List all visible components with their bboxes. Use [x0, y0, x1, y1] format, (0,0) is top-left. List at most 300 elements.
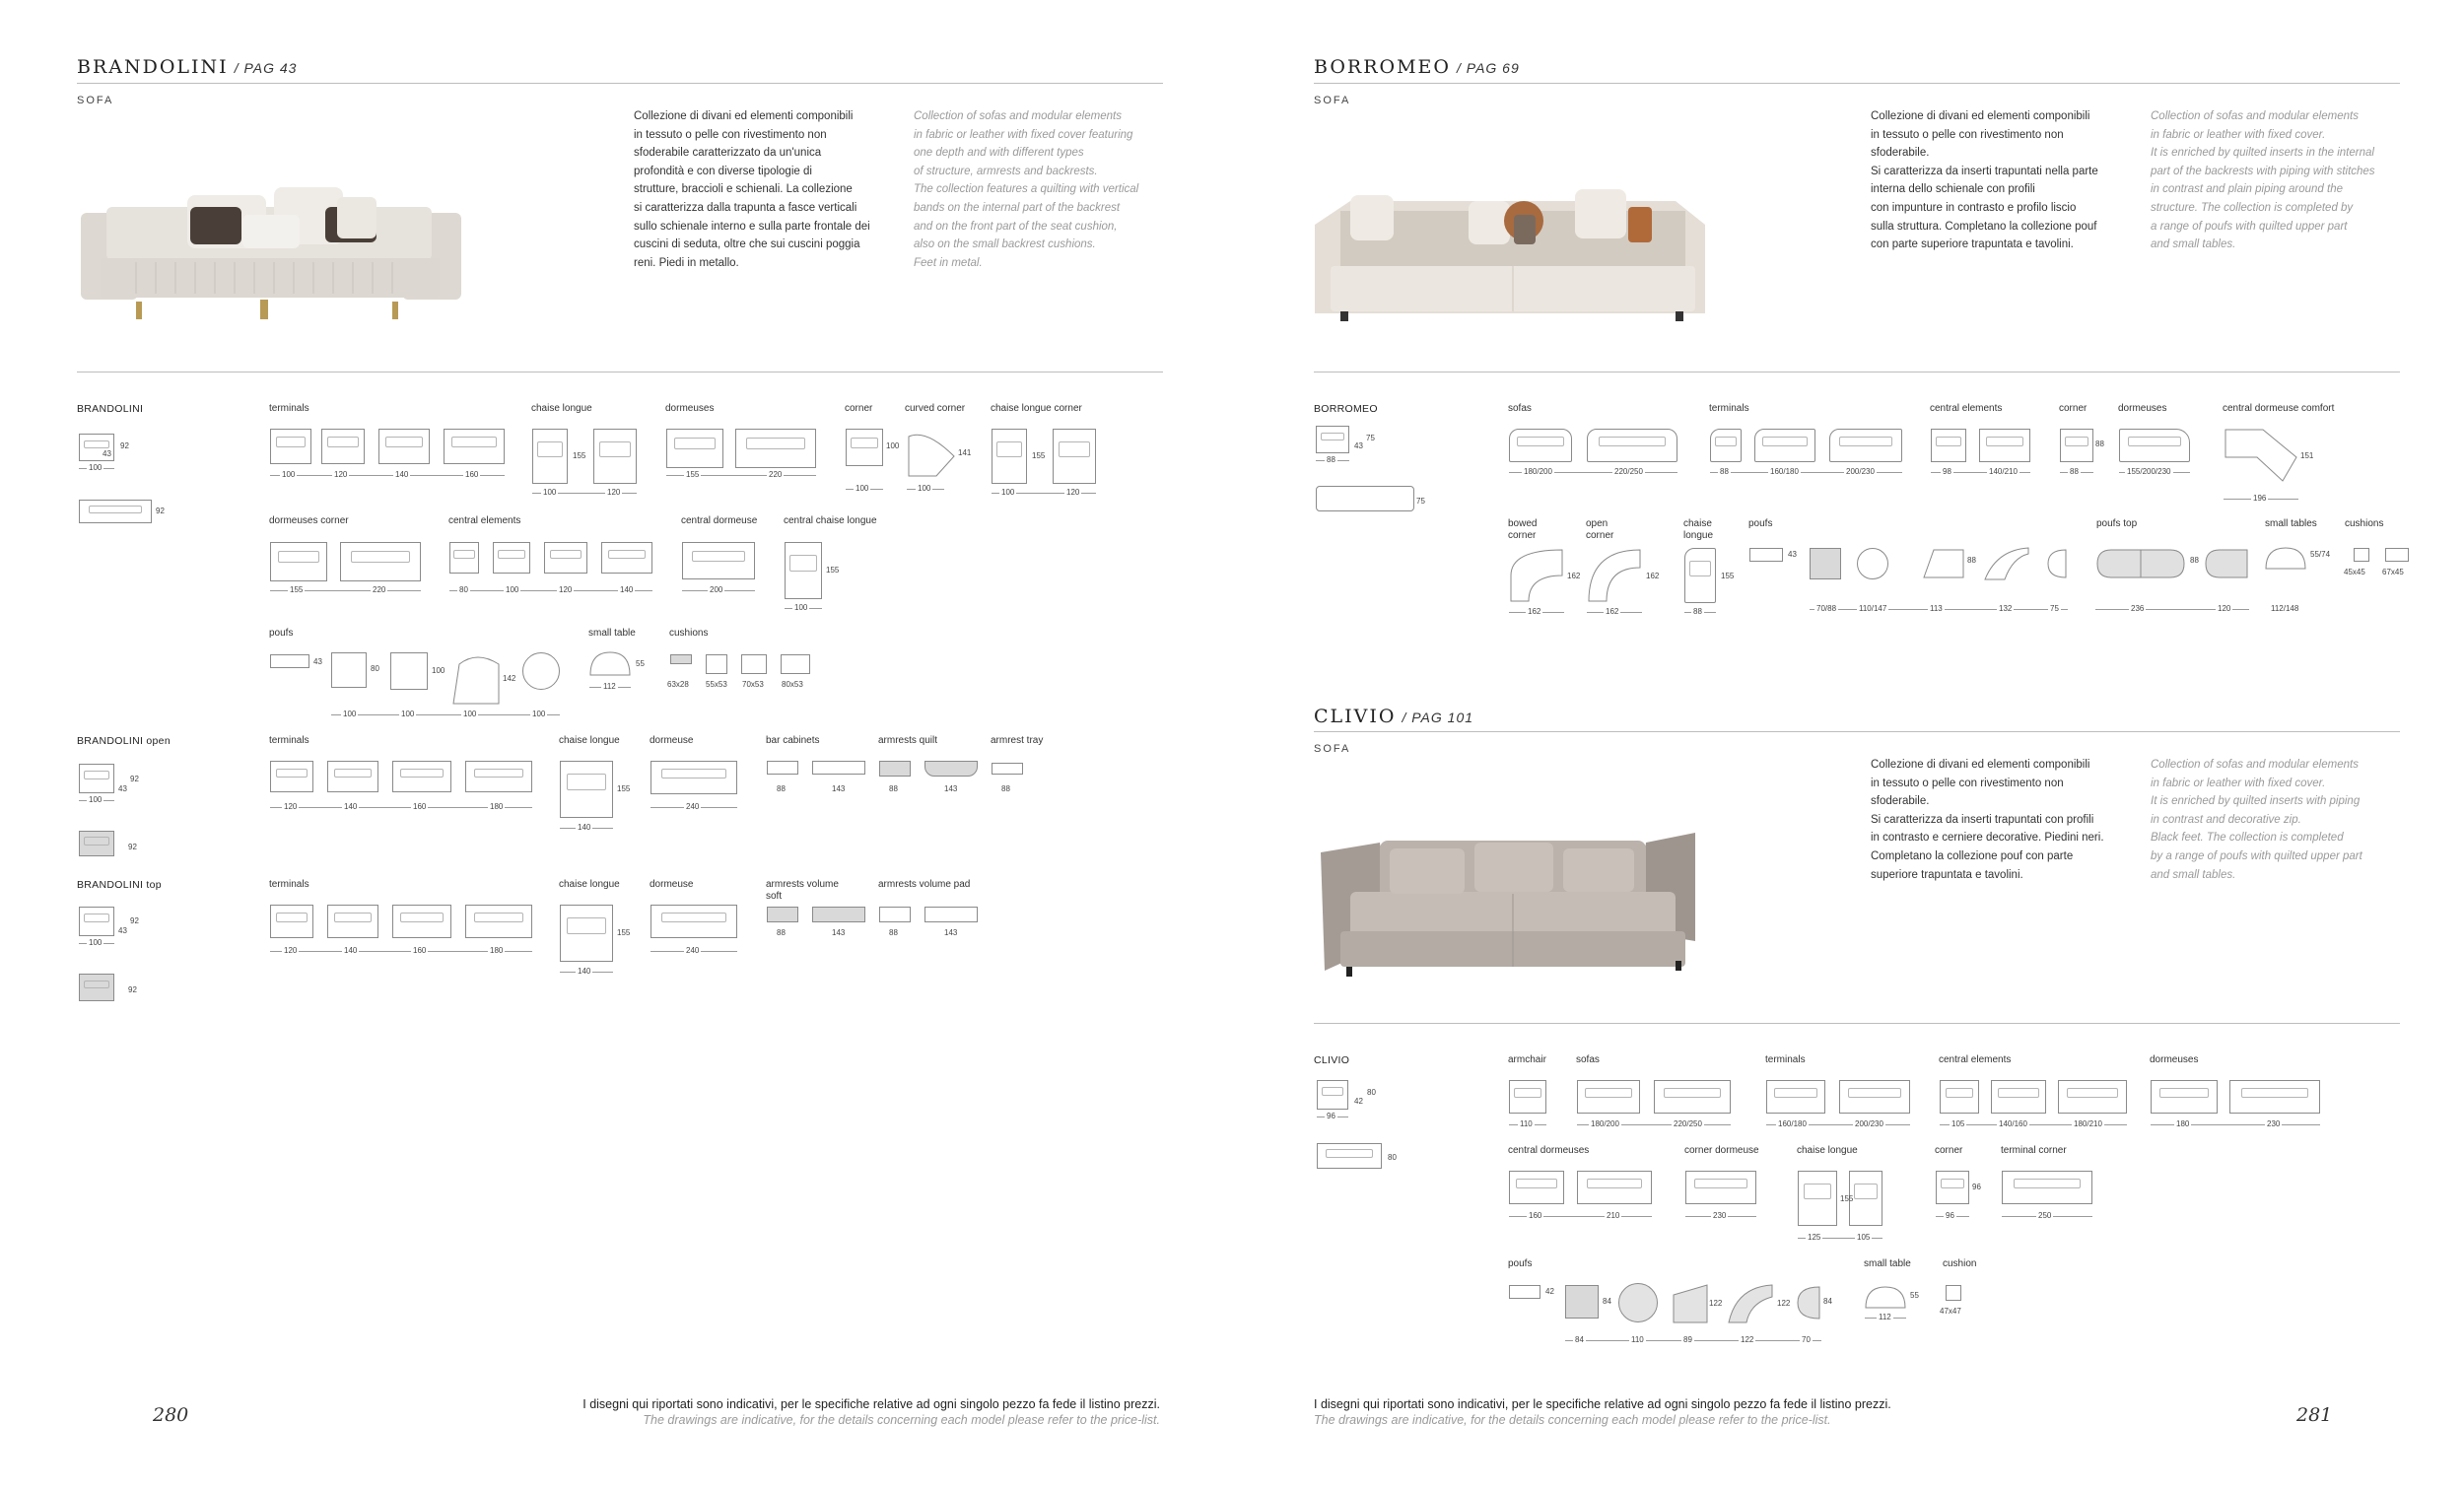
borromeo-side-profile: [1316, 426, 1349, 453]
label-chaise-longue: chaise longue: [1797, 1145, 1858, 1156]
pouf-square: [390, 652, 428, 690]
borromeo-title: [1314, 56, 1520, 78]
dim: 80: [371, 664, 379, 673]
dim: 84: [1603, 1297, 1611, 1306]
dim: 200: [710, 585, 723, 594]
dim: 143: [832, 928, 846, 937]
module-open-corner: [1587, 548, 1642, 603]
label-dormeuses: dormeuses: [665, 403, 715, 414]
dim: 155: [617, 928, 631, 937]
dim: 160: [413, 802, 427, 811]
module-central-dormeuse-comfort: [2224, 426, 2298, 485]
dim: 67x45: [2382, 568, 2404, 576]
pouf-curved: [451, 650, 501, 706]
label-small-tables: small tables: [2265, 518, 2317, 529]
module-dormeuse: [735, 429, 816, 468]
pouf-side: [1509, 1285, 1540, 1299]
module-terminal: [378, 429, 430, 464]
dim: 200/230: [1846, 467, 1875, 476]
clivio-title-text: CLIVIO: [1314, 706, 1397, 727]
dim: 125: [1808, 1233, 1821, 1242]
brandolini-subtitle: SOFA: [77, 95, 114, 106]
dim: 96: [1327, 1112, 1335, 1120]
module-armrest-quilt: [879, 761, 911, 777]
dim: 43: [118, 784, 127, 793]
module-chaise-corner: [1053, 429, 1096, 484]
module-corner-dormeuse: [1685, 1171, 1756, 1204]
label-chaise-longue: chaise longue: [559, 735, 620, 746]
top-front-view: [79, 974, 114, 1001]
label-central-elements: central elements: [1930, 403, 2003, 414]
dim: 92: [120, 441, 129, 450]
dim: 105: [1951, 1119, 1965, 1128]
label-bowed-corner: bowed corner: [1508, 518, 1538, 541]
dim: 92: [130, 775, 139, 783]
footer-note-it-left: I disegni qui riportati sono indicativi, per le specifiche relative ad ogni singolo pezzo fa fede il listino prezzi.: [582, 1397, 1160, 1411]
module-central: [2058, 1080, 2127, 1114]
clivio-subtitle: SOFA: [1314, 743, 1351, 755]
label-poufs: poufs: [269, 628, 294, 639]
label-central-chaise-longue: central chaise longue: [784, 515, 877, 526]
module-armrest-quilt: [924, 761, 978, 777]
module-terminal: [1710, 429, 1742, 462]
dim: 110: [1631, 1335, 1644, 1344]
pouf-half: [2046, 548, 2068, 579]
dim: 100: [89, 938, 103, 947]
dim: 180: [2176, 1119, 2190, 1128]
pouf-round: [1857, 548, 1888, 579]
brandolini-row-name: BRANDOLINI: [77, 403, 144, 415]
dim: 100: [343, 710, 357, 718]
dim: 100: [918, 484, 931, 493]
label-terminal-corner: terminal corner: [2001, 1145, 2067, 1156]
module-terminal: [270, 429, 311, 464]
dim: 120: [559, 585, 573, 594]
small-table-drawing: [1865, 1285, 1906, 1309]
label-armrests-quilt: armrests quilt: [878, 735, 938, 746]
label-terminals: terminals: [1709, 403, 1749, 414]
pouf-side: [270, 654, 309, 668]
brandolini-page-ref: / PAG 43: [234, 60, 298, 76]
dim: 230: [1713, 1211, 1727, 1220]
module-central-dormeuse: [1577, 1171, 1652, 1204]
label-corner: corner: [2059, 403, 2088, 414]
module-central: [1991, 1080, 2046, 1114]
dim: 88: [2190, 556, 2199, 565]
dim: 143: [832, 784, 846, 793]
module-armchair: [1509, 1080, 1546, 1114]
brandolini-title: [77, 56, 297, 78]
cushion: [741, 654, 767, 674]
dim: 113: [1930, 604, 1943, 613]
dim: 92: [128, 985, 137, 994]
borromeo-title-text: BORROMEO: [1314, 56, 1451, 78]
dim: 100: [1001, 488, 1015, 497]
dim: 140/210: [1989, 467, 2018, 476]
brandolini-top-name: BRANDOLINI top: [77, 879, 162, 891]
dim: 180: [490, 946, 504, 955]
clivio-description-en: Collection of sofas and modular elements in fabric or leather with fixed cover. It is enriched by quilted inserts with piping in contrast and decorative zip. Black feet. The collection is completed by a range of poufs with quilted upper part and small tables.: [2151, 759, 2362, 881]
module-terminal: [1754, 429, 1815, 462]
module-chaise: [560, 905, 613, 962]
dim: 88: [1001, 784, 1010, 793]
label-dormeuses: dormeuses: [2150, 1054, 2199, 1065]
dim: 155/200/230: [2127, 467, 2171, 476]
dim: 43: [118, 926, 127, 935]
module-terminal: [1829, 429, 1902, 462]
dim: 110: [1520, 1119, 1533, 1128]
module-chaise: [532, 429, 568, 484]
dim: 220: [373, 585, 386, 594]
module-sofa: [1577, 1080, 1640, 1114]
cushion: [706, 654, 727, 674]
module-chaise: [1798, 1171, 1837, 1226]
clivio-title: [1314, 706, 1473, 727]
dim: 220/250: [1614, 467, 1643, 476]
dim: 80: [1367, 1088, 1376, 1097]
module-armrest-tray: [992, 763, 1023, 775]
module-central: [449, 542, 479, 574]
module-terminal: [270, 905, 313, 938]
dim: 162: [1606, 607, 1619, 616]
module-chaise: [560, 761, 613, 818]
module-dormeuse: [666, 429, 723, 468]
open-side-profile: [79, 764, 114, 793]
module-dormeuse-corner: [270, 542, 327, 581]
dim: 47x47: [1940, 1307, 1961, 1316]
label-sofas: sofas: [1508, 403, 1532, 414]
borromeo-title-rule: [1314, 83, 2400, 84]
dim: 140: [395, 470, 409, 479]
dim: 122: [1777, 1299, 1791, 1308]
dim: 55: [636, 659, 645, 668]
module-central: [1931, 429, 1966, 462]
label-chaise-longue: chaise longue: [559, 879, 620, 890]
label-central-dormeuse: central dormeuse: [681, 515, 758, 526]
label-curved-corner: curved corner: [905, 403, 966, 414]
dim: 160: [1529, 1211, 1542, 1220]
dim: 120: [284, 946, 298, 955]
label-cushions: cushions: [669, 628, 709, 639]
dim: 42: [1354, 1097, 1363, 1106]
dim: 155: [1032, 451, 1046, 460]
dim: 155: [290, 585, 304, 594]
dim: 141: [958, 448, 972, 457]
module-terminal: [270, 761, 313, 792]
dim: 100: [532, 710, 546, 718]
label-small-table: small table: [1864, 1258, 1911, 1269]
module-armrest-soft: [812, 907, 865, 922]
label-poufs: poufs: [1508, 1258, 1533, 1269]
module-central: [601, 542, 652, 574]
dim: 100: [401, 710, 415, 718]
dim: 105: [1857, 1233, 1871, 1242]
dim: 120: [334, 470, 348, 479]
dim: 88: [1327, 455, 1335, 464]
label-armrests-volume-pad: armrests volume pad: [878, 879, 971, 890]
dim: 45x45: [2344, 568, 2365, 576]
dim: 75: [1416, 497, 1425, 506]
pouf-square: [1810, 548, 1841, 579]
dim: 180/200: [1524, 467, 1552, 476]
module-chaise-corner: [992, 429, 1027, 484]
small-table-drawing: [2265, 546, 2306, 570]
module-terminal: [327, 761, 378, 792]
label-chaise-longue: chaise longue: [1683, 518, 1714, 541]
module-central: [493, 542, 530, 574]
label-terminals: terminals: [269, 735, 309, 746]
module-terminal: [392, 761, 451, 792]
module-curved-corner: [907, 427, 956, 478]
top-side-profile: [79, 907, 114, 936]
pouf-square: [331, 652, 367, 688]
module-chaise: [1849, 1171, 1882, 1226]
dim: 162: [1567, 572, 1581, 580]
pouf-curved: [1983, 546, 2030, 581]
dim: 70/88: [1816, 604, 1837, 613]
footer-note-it-right: I disegni qui riportati sono indicativi, per le specifiche relative ad ogni singolo pezzo fa fede il listino prezzi.: [1314, 1397, 1891, 1411]
module-terminal: [465, 905, 532, 938]
dim: 100: [282, 470, 296, 479]
dim: 120: [2218, 604, 2231, 613]
label-corner: corner: [845, 403, 873, 414]
pouf-round: [1618, 1283, 1658, 1322]
dim: 120: [607, 488, 621, 497]
module-terminal: [1839, 1080, 1910, 1114]
clivio-section-rule: [1314, 1023, 2400, 1024]
brandolini-open-name: BRANDOLINI open: [77, 735, 171, 747]
label-chaise-longue-corner: chaise longue corner: [991, 403, 1082, 414]
dim: 142: [503, 674, 516, 683]
dim: 100: [463, 710, 477, 718]
dim: 42: [1545, 1287, 1554, 1296]
module-terminal: [444, 429, 505, 464]
dim: 151: [2300, 451, 2314, 460]
dim: 180: [490, 802, 504, 811]
cushion: [781, 654, 810, 674]
module-corner: [1936, 1171, 1969, 1204]
dim: 155: [826, 566, 840, 575]
module-terminal: [321, 429, 365, 464]
dim: 43: [1354, 441, 1363, 450]
label-armrests-volume-soft: armrests volume soft: [766, 879, 839, 902]
dim: 80: [459, 585, 468, 594]
dim: 112: [603, 682, 616, 691]
module-dormeuse: [2119, 429, 2190, 462]
cushion: [670, 654, 692, 664]
dim: 75: [1366, 434, 1375, 442]
dim: 200/230: [1855, 1119, 1883, 1128]
label-chaise-longue: chaise longue: [531, 403, 592, 414]
pouf-curved: [1727, 1283, 1774, 1324]
dim: 98: [1943, 467, 1951, 476]
label-central-elements: central elements: [1939, 1054, 2012, 1065]
label-sofas: sofas: [1576, 1054, 1600, 1065]
borromeo-subtitle: SOFA: [1314, 95, 1351, 106]
dim: 140/160: [1999, 1119, 2027, 1128]
dim: 120: [284, 802, 298, 811]
dim: 236: [2131, 604, 2145, 613]
dim: 92: [156, 507, 165, 515]
dim: 100: [432, 666, 445, 675]
dim: 43: [103, 449, 111, 458]
dim: 100: [89, 463, 103, 472]
dim: 88: [2070, 467, 2079, 476]
label-bar-cabinets: bar cabinets: [766, 735, 820, 746]
pouf-trapezoid: [1672, 1283, 1709, 1324]
module-terminal: [327, 905, 378, 938]
module-sofa: [1509, 429, 1572, 462]
module-dormeuse: [2229, 1080, 2320, 1114]
dim: 88: [1693, 607, 1702, 616]
dim: 100: [856, 484, 869, 493]
dim: 120: [1066, 488, 1080, 497]
dim: 112/148: [2271, 604, 2299, 613]
dim: 160: [465, 470, 479, 479]
module-corner: [846, 429, 883, 466]
clivio-description-it: Collezione di divani ed elementi componibili in tessuto o pelle con rivestimento non sfoderabile. Si caratterizza da inserti trapuntati con profili in contrasto e cerniere decorative. Piedini neri. Completano la collezione pouf con parte superiore trapuntata e tavolini.: [1871, 759, 2104, 881]
module-terminal-corner: [2002, 1171, 2092, 1204]
label-cushions: cushions: [2345, 518, 2384, 529]
label-central-elements: central elements: [448, 515, 521, 526]
dim: 140: [344, 946, 358, 955]
dim: 180/210: [2074, 1119, 2102, 1128]
dim: 220: [769, 470, 783, 479]
dim: 88: [1967, 556, 1976, 565]
dim: 88: [777, 928, 786, 937]
dim: 140: [578, 967, 591, 976]
pouf-square: [1565, 1285, 1599, 1319]
brandolini-sofa-image: [77, 168, 466, 335]
module-bowed-corner: [1509, 548, 1564, 603]
dim: 155: [1721, 572, 1735, 580]
open-front-view: [79, 831, 114, 856]
label-open-corner: open corner: [1586, 518, 1614, 541]
label-small-table: small table: [588, 628, 636, 639]
dim: 196: [2253, 494, 2267, 503]
dim: 140: [344, 802, 358, 811]
footer-note-en-right: The drawings are indicative, for the details concerning each model please refer to the price-list.: [1314, 1413, 1831, 1427]
borromeo-description-en: Collection of sofas and modular elements in fabric or leather with fixed cover. It is enriched by quilted inserts in the internal part of the backrests with piping with stitches in contrast and plain piping around the structure. The collection is completed by a range of poufs with quilted upper part and small tables.: [2151, 110, 2375, 251]
dim: 55x53: [706, 680, 727, 689]
dim: 43: [313, 657, 322, 666]
module-armrest-pad: [924, 907, 978, 922]
clivio-page-ref: / PAG 101: [1402, 710, 1474, 725]
dim: 220/250: [1674, 1119, 1702, 1128]
dim: 155: [686, 470, 700, 479]
borromeo-row-name: BORROMEO: [1314, 403, 1378, 415]
dim: 84: [1575, 1335, 1584, 1344]
dim: 100: [543, 488, 557, 497]
borromeo-sofa-image: [1311, 175, 1715, 333]
dim: 55: [1910, 1291, 1919, 1300]
pouf-half: [1796, 1285, 1821, 1320]
clivio-side-profile: [1317, 1080, 1348, 1110]
dim: 110/147: [1859, 604, 1887, 613]
module-central-chaise: [785, 542, 822, 599]
dim: 84: [1823, 1297, 1832, 1306]
dim: 143: [944, 784, 958, 793]
dim: 88: [889, 784, 898, 793]
dim: 140: [620, 585, 634, 594]
dim: 240: [686, 802, 700, 811]
dim: 100: [794, 603, 808, 612]
dim: 55/74: [2310, 550, 2331, 559]
label-corner-dormeuse: corner dormeuse: [1684, 1145, 1759, 1156]
module-bar-cabinet: [812, 761, 865, 775]
label-dormeuses-corner: dormeuses corner: [269, 515, 349, 526]
footer-note-en-left: The drawings are indicative, for the details concerning each model please refer to the price-list.: [643, 1413, 1160, 1427]
dim: 70: [1802, 1335, 1811, 1344]
module-chaise: [593, 429, 637, 484]
clivio-title-rule: [1314, 731, 2400, 732]
dim: 160/180: [1778, 1119, 1807, 1128]
pouf-trapezoid: [1922, 548, 1965, 579]
module-central: [1940, 1080, 1979, 1114]
module-central: [1979, 429, 2030, 462]
module-corner: [2060, 429, 2093, 462]
pouf-top-long: [2095, 548, 2186, 579]
dim: 250: [2038, 1211, 2052, 1220]
module-central-dormeuse: [1509, 1171, 1564, 1204]
brandolini-description-it: Collezione di divani ed elementi componibili in tessuto o pelle con rivestimento non sfoderabile caratterizzato da un'unica profondità e con diverse tipologie di strutture, braccioli e schienali. La collezione si caratterizza dalla trapunta a fasce verticali sullo schienale interno e sulla parte frontale dei cuscini di seduta, oltre che sui cuscini poggia reni. Piedi in metallo.: [634, 110, 870, 269]
module-dormeuse: [650, 905, 737, 938]
borromeo-description-it: Collezione di divani ed elementi componibili in tessuto o pelle con rivestimento non sfoderabile. Si caratterizza da inserti trapuntati nella parte interna dello schienale con profili con impunture in contrasto e profilo liscio sulla struttura. Completano la collezione pouf con parte superiore trapuntata e tavolini.: [1871, 110, 2098, 251]
dim: 160/180: [1770, 467, 1799, 476]
dim: 88: [1720, 467, 1729, 476]
pouf-round: [522, 652, 560, 690]
dim: 155: [617, 784, 631, 793]
brandolini-front-view: [79, 500, 152, 523]
dim: 88: [889, 928, 898, 937]
borromeo-front-view: [1316, 486, 1414, 511]
dim: 80: [1388, 1153, 1397, 1162]
module-central: [544, 542, 587, 574]
dim: 43: [1788, 550, 1797, 559]
dim: 180/200: [1591, 1119, 1619, 1128]
dim: 92: [130, 916, 139, 925]
label-poufs-top: poufs top: [2096, 518, 2138, 529]
module-armrest-soft: [767, 907, 798, 922]
dim: 100: [89, 795, 103, 804]
dim: 96: [1972, 1183, 1981, 1191]
dim: 155: [1840, 1194, 1854, 1203]
dim: 100: [886, 441, 900, 450]
dim: 92: [128, 843, 137, 851]
dimline: [331, 714, 560, 715]
module-bar-cabinet: [767, 761, 798, 775]
label-central-dormeuse-comfort: central dormeuse comfort: [2223, 403, 2335, 414]
page-number-left: 280: [153, 1404, 189, 1426]
module-sofa: [1587, 429, 1677, 462]
dim: 88: [777, 784, 786, 793]
borromeo-page-ref: / PAG 69: [1456, 60, 1520, 76]
clivio-sofa-image: [1311, 823, 1705, 985]
dim: 112: [1879, 1313, 1891, 1321]
cushion: [2354, 548, 2369, 562]
small-table-drawing: [589, 650, 631, 676]
label-corner: corner: [1935, 1145, 1963, 1156]
module-sofa: [1654, 1080, 1731, 1114]
brandolini-title-text: BRANDOLINI: [77, 56, 229, 78]
module-chaise: [1684, 548, 1716, 603]
dim: 100: [506, 585, 519, 594]
dim: 96: [1946, 1211, 1954, 1220]
dim: 210: [1607, 1211, 1620, 1220]
dim: 240: [686, 946, 700, 955]
dim: 75: [2050, 604, 2059, 613]
dim: 160: [413, 946, 427, 955]
